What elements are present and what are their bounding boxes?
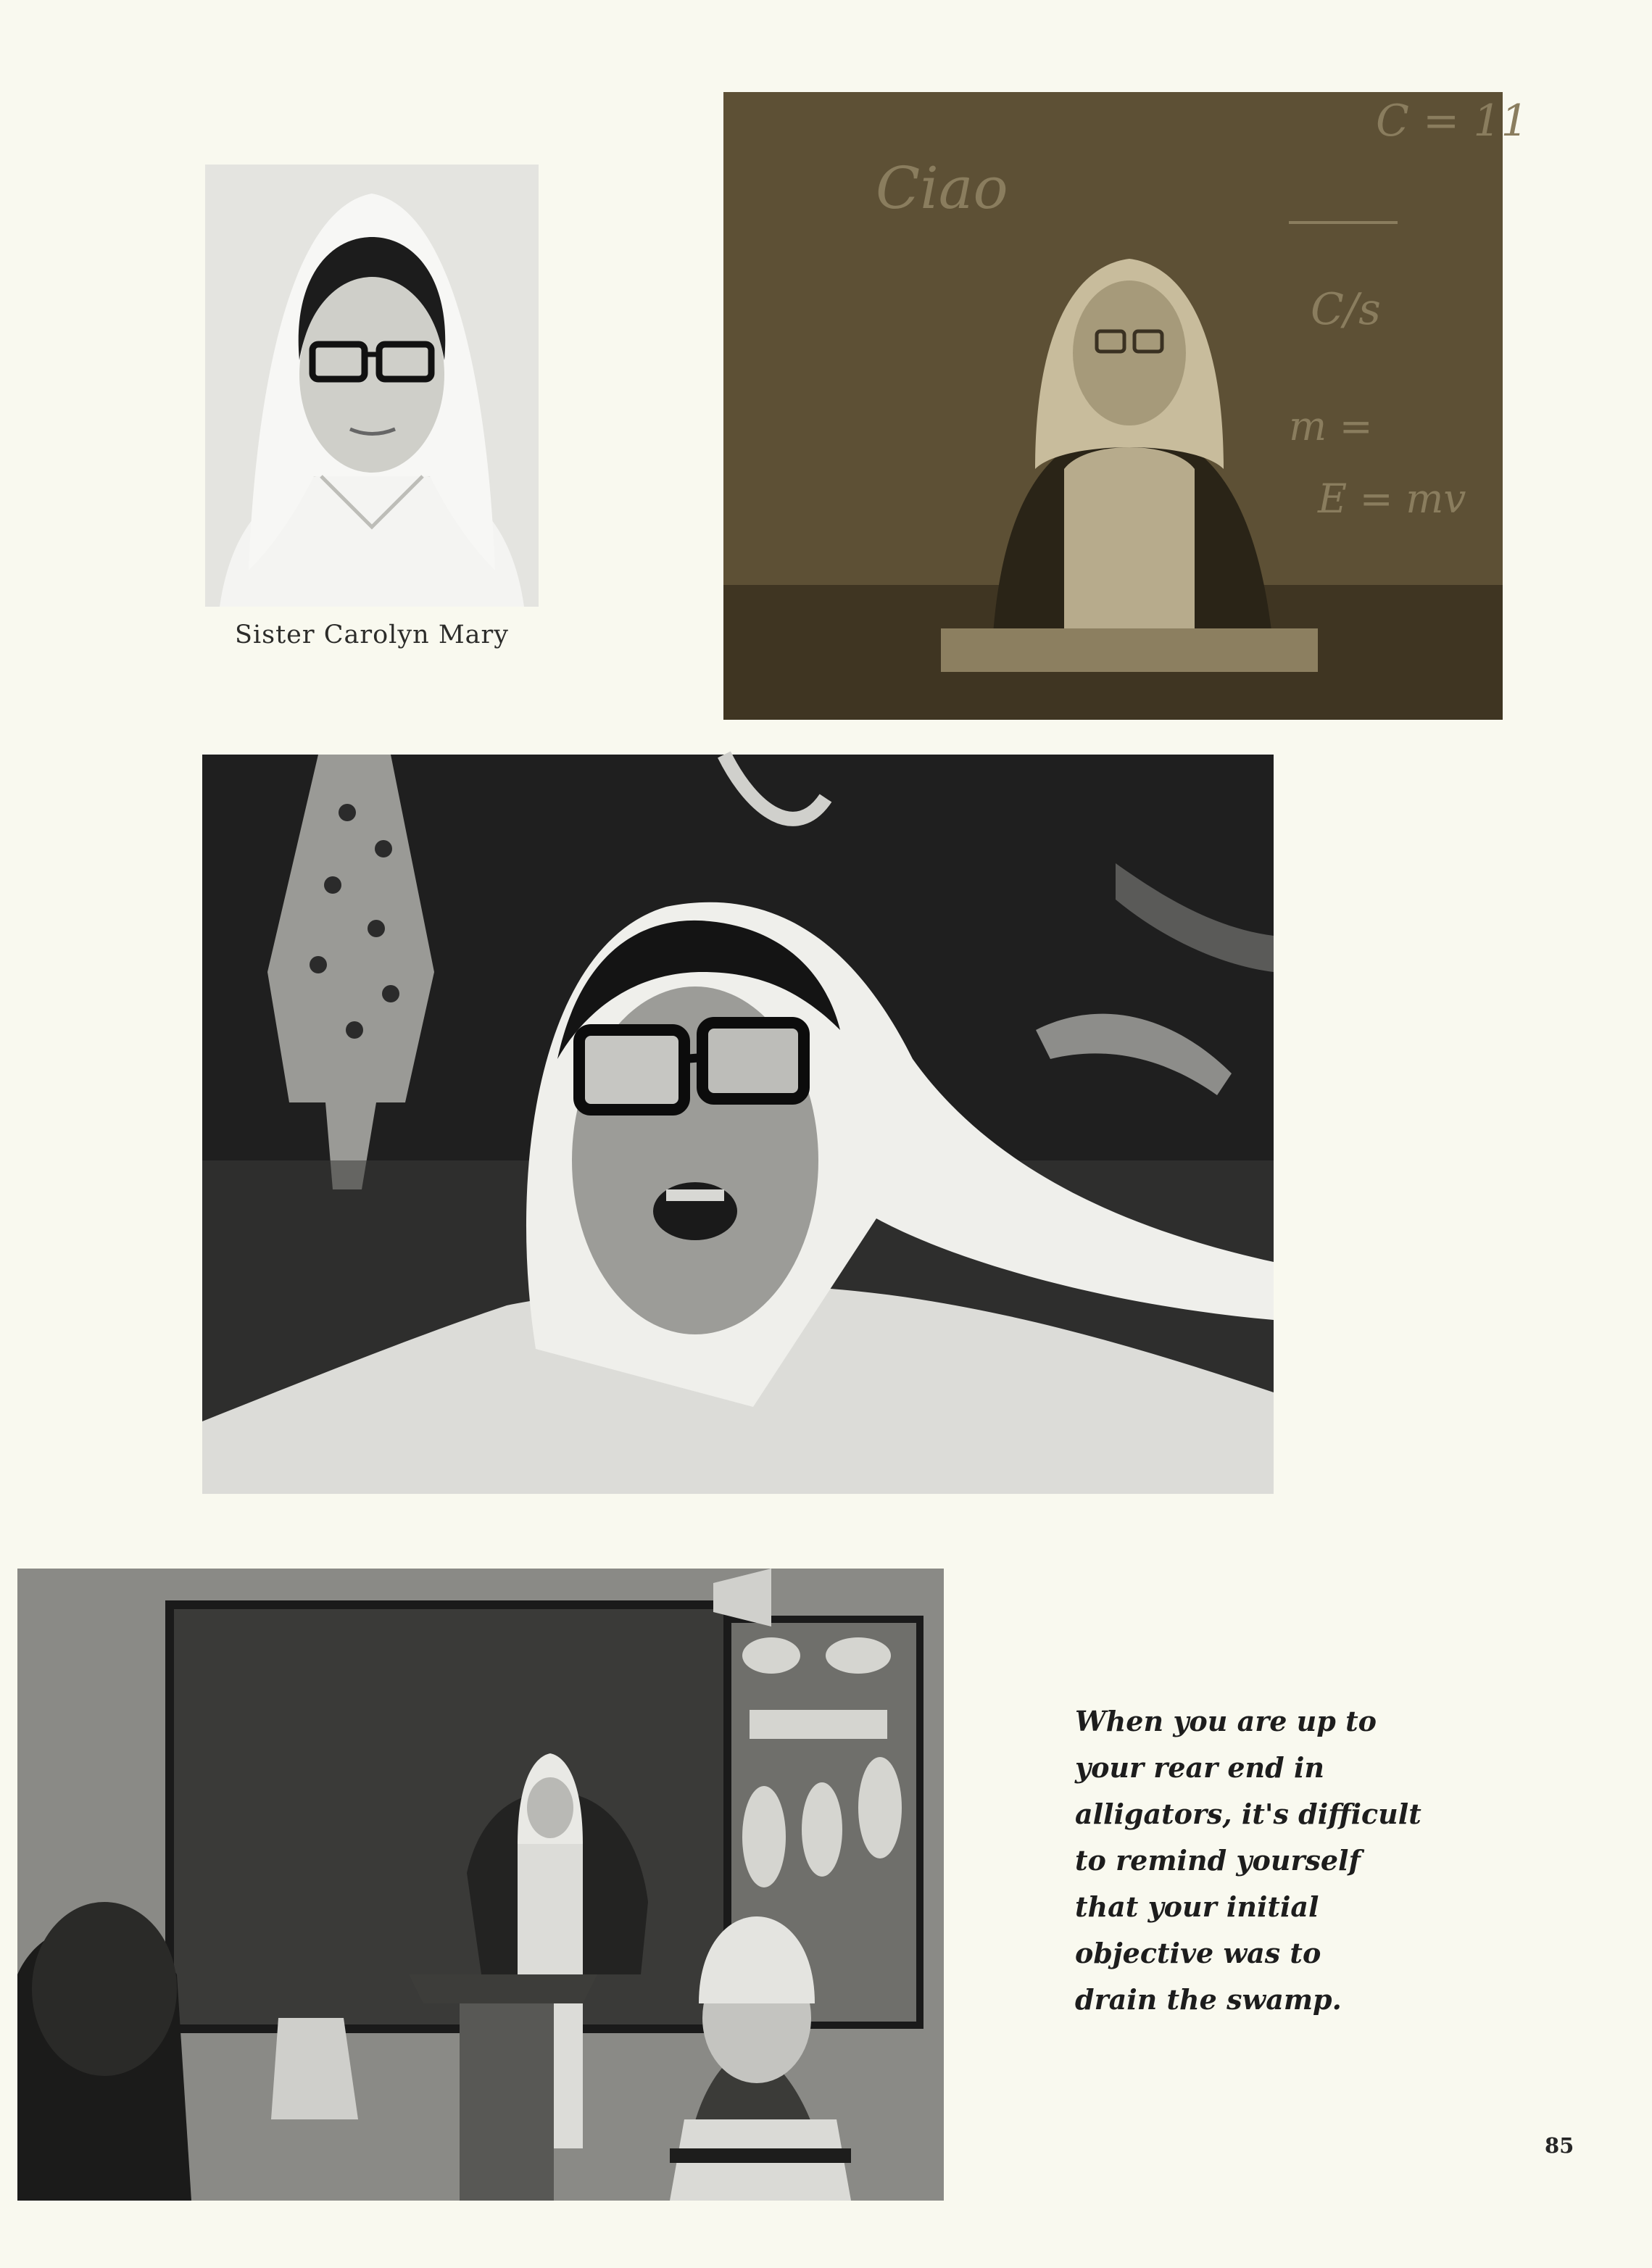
- quote-line: drain the swamp.: [1075, 1983, 1342, 2016]
- quote-line: objective was to: [1075, 1937, 1321, 1969]
- portrait-caption: Sister Carolyn Mary: [234, 620, 510, 649]
- formula-4: E = mv: [1318, 475, 1466, 522]
- board-writing-text: Ciao: [876, 154, 1008, 222]
- formula-2: C/s: [1311, 284, 1381, 335]
- page-number: 85: [1545, 2133, 1574, 2158]
- quote-line: to remind yourself: [1075, 1844, 1361, 1877]
- quote-line: that your initial: [1075, 1890, 1319, 1923]
- quote-line: alligators, it's difficult: [1075, 1798, 1421, 1830]
- quote-line: your rear end in: [1075, 1751, 1325, 1784]
- quote-text: [1075, 1698, 1452, 2023]
- chalkboard-photo: [723, 92, 1529, 720]
- closeup-photo: [202, 755, 1274, 1494]
- formula-3: m =: [1289, 403, 1373, 449]
- classroom-photo: [17, 1569, 944, 2201]
- quote-line: When you are up to: [1075, 1705, 1377, 1737]
- formula-1: C = 11: [1376, 96, 1529, 146]
- portrait-photo: [205, 165, 539, 607]
